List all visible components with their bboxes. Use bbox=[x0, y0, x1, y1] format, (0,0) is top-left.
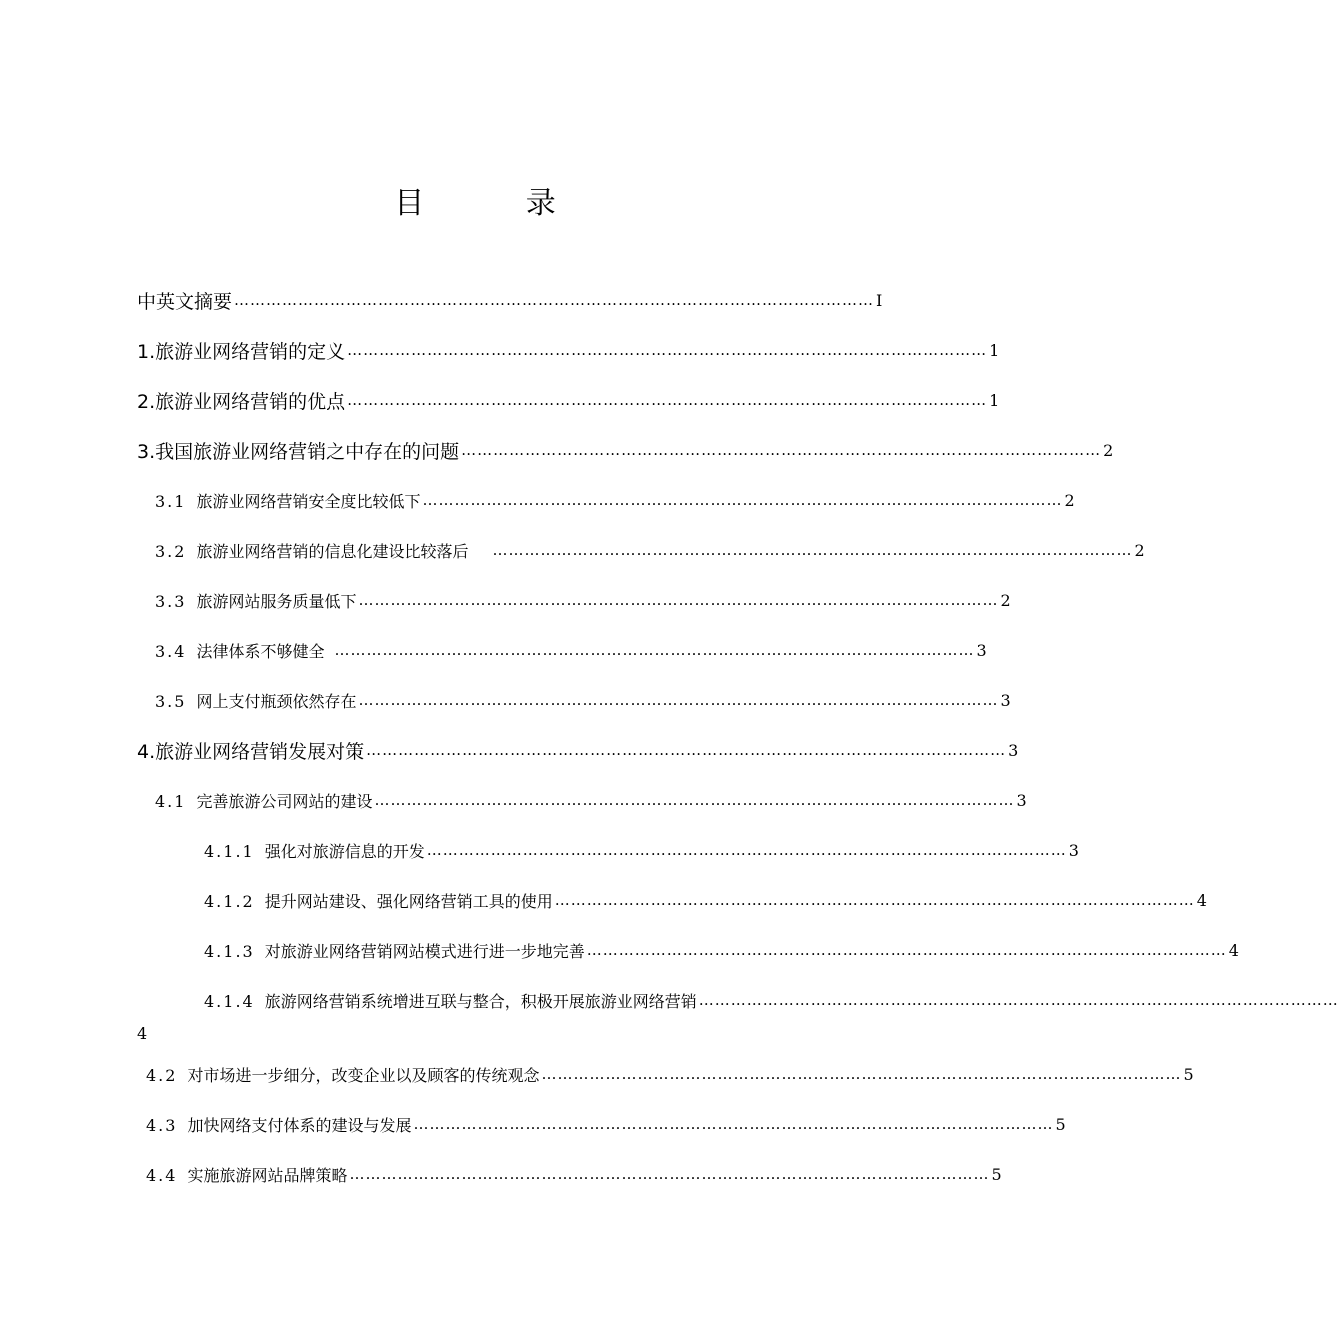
toc-entry-number: 4.2 bbox=[146, 1065, 178, 1085]
toc-entry-number: 4.1 bbox=[155, 791, 187, 811]
toc-entry-number: 4.1.1 bbox=[204, 841, 255, 861]
toc-entry-label: 3.我国旅游业网络营销之中存在的问题 bbox=[137, 440, 460, 463]
toc-leader-dots: ………………………………………………………………………………………………………… bbox=[554, 891, 1195, 909]
toc-page-number: 2 bbox=[1000, 590, 1011, 610]
toc-entry-number: 4.3 bbox=[146, 1115, 178, 1135]
toc-page-number: 3 bbox=[1008, 740, 1019, 760]
toc-leader-dots: ………………………………………………………………………………………………………… bbox=[413, 1115, 1054, 1133]
toc-leader-dots: ………………………………………………………………………………………………………… bbox=[422, 491, 1063, 509]
toc-leader-dots: ………………………………………………………………………………………………………… bbox=[698, 991, 1339, 1009]
toc-entry-label: 对旅游业网络营销网站模式进行进一步地完善 bbox=[264, 941, 585, 961]
toc-page-number: 2 bbox=[1103, 440, 1114, 460]
toc-entry-abstract[interactable] bbox=[137, 286, 883, 314]
toc-entry-label: 旅游业网络营销安全度比较低下 bbox=[196, 491, 421, 511]
toc-entry-label: 1.旅游业网络营销的定义 bbox=[137, 340, 346, 363]
toc-entry-label: 实施旅游网站品牌策略 bbox=[187, 1165, 348, 1185]
toc-leader-dots: ………………………………………………………………………………………………………… bbox=[586, 941, 1227, 959]
toc-entry-label: 法律体系不够健全 bbox=[196, 641, 325, 661]
toc-page-number: 3 bbox=[976, 640, 987, 660]
toc-page-number: 2 bbox=[1134, 540, 1145, 560]
toc-entry-label: 加快网络支付体系的建设与发展 bbox=[187, 1115, 412, 1135]
toc-entry-number: 3.5 bbox=[155, 691, 187, 711]
toc-page-number: 4 bbox=[1196, 890, 1207, 910]
toc-leader-dots: ………………………………………………………………………………………………………… bbox=[347, 391, 988, 409]
toc-page-number: 5 bbox=[1055, 1114, 1066, 1134]
toc-entry-label: 完善旅游公司网站的建设 bbox=[196, 791, 373, 811]
toc-leader-dots: ………………………………………………………………………………………………………… bbox=[426, 841, 1067, 859]
toc-entry-3[interactable] bbox=[137, 436, 1114, 464]
toc-entry-number: 3.1 bbox=[155, 491, 187, 511]
toc-entry-number: 3.2 bbox=[155, 541, 187, 561]
toc-entry-number: 3.4 bbox=[155, 641, 187, 661]
toc-entry-4-2[interactable] bbox=[146, 1060, 1194, 1088]
toc-entry-label: 中英文摘要 bbox=[137, 290, 233, 313]
toc-entry-1[interactable] bbox=[137, 336, 1000, 364]
toc-page-number: 2 bbox=[1064, 490, 1075, 510]
toc-page-number: 4 bbox=[137, 1024, 148, 1043]
toc-entry-number: 4.4 bbox=[146, 1165, 178, 1185]
toc-entry-number: 3.3 bbox=[155, 591, 187, 611]
toc-page-number: 4 bbox=[1228, 940, 1239, 960]
toc-entry-number: 4.1.2 bbox=[204, 891, 255, 911]
toc-entry-label: 4.旅游业网络营销发展对策 bbox=[137, 740, 365, 763]
toc-entry-4-1-1[interactable] bbox=[204, 836, 1079, 864]
toc-page-number: 3 bbox=[1068, 840, 1079, 860]
toc-title: 目 录 bbox=[394, 186, 602, 221]
toc-leader-dots: ………………………………………………………………………………………………………… bbox=[492, 541, 1133, 559]
toc-page-number: 3 bbox=[1000, 690, 1011, 710]
toc-leader-dots: ………………………………………………………………………………………………………… bbox=[374, 791, 1015, 809]
toc-entry-label: 旅游网络营销系统增进互联与整合，积极开展旅游业网络营销 bbox=[264, 991, 697, 1011]
toc-page-number: 5 bbox=[991, 1164, 1002, 1184]
toc-entry-number: 4.1.4 bbox=[204, 991, 255, 1011]
toc-page-number: 3 bbox=[1016, 790, 1027, 810]
toc-entry-label: 提升网站建设、强化网络营销工具的使用 bbox=[264, 891, 553, 911]
toc-entry-3-4[interactable] bbox=[155, 636, 987, 664]
toc-leader-dots: ………………………………………………………………………………………………………… bbox=[358, 691, 999, 709]
toc-entry-label: 旅游业网络营销的信息化建设比较落后 bbox=[196, 541, 469, 561]
toc-entry-label: 网上支付瓶颈依然存在 bbox=[196, 691, 357, 711]
toc-entry-label: 对市场进一步细分，改变企业以及顾客的传统观念 bbox=[187, 1065, 540, 1085]
toc-entry-label: 旅游网站服务质量低下 bbox=[196, 591, 357, 611]
toc-entry-4-1-3[interactable] bbox=[204, 936, 1239, 964]
toc-leader-dots: ………………………………………………………………………………………………………… bbox=[334, 641, 975, 659]
toc-entry-3-5[interactable] bbox=[155, 686, 1011, 714]
toc-leader-dots: ………………………………………………………………………………………………………… bbox=[347, 341, 988, 359]
toc-leader-dots: ………………………………………………………………………………………………………… bbox=[234, 291, 875, 309]
toc-page-number: 5 bbox=[1183, 1064, 1194, 1084]
toc-entry-4-1-2[interactable] bbox=[204, 886, 1207, 914]
toc-entry-3-2[interactable] bbox=[155, 536, 1145, 564]
toc-entry-4-4[interactable] bbox=[146, 1160, 1002, 1188]
toc-entry-4-1-4[interactable] bbox=[204, 986, 1339, 1014]
toc-leader-dots: ………………………………………………………………………………………………………… bbox=[541, 1065, 1182, 1083]
toc-page-number: 1 bbox=[989, 340, 1000, 360]
toc-entry-number: 4.1.3 bbox=[204, 941, 255, 961]
toc-page-number: 1 bbox=[989, 390, 1000, 410]
toc-entry-2[interactable] bbox=[137, 386, 1000, 414]
toc-entry-label: 强化对旅游信息的开发 bbox=[264, 841, 425, 861]
toc-entry-4[interactable] bbox=[137, 736, 1019, 764]
toc-page-number: I bbox=[876, 290, 883, 310]
toc-entry-label: 2.旅游业网络营销的优点 bbox=[137, 390, 346, 413]
toc-leader-dots: ………………………………………………………………………………………………………… bbox=[366, 741, 1007, 759]
toc-leader-dots: ………………………………………………………………………………………………………… bbox=[349, 1165, 990, 1183]
toc-entry-3-3[interactable] bbox=[155, 586, 1011, 614]
toc-entry-4-1[interactable] bbox=[155, 786, 1027, 814]
toc-leader-dots: ………………………………………………………………………………………………………… bbox=[358, 591, 999, 609]
toc-entry-3-1[interactable] bbox=[155, 486, 1075, 514]
toc-leader-dots: ………………………………………………………………………………………………………… bbox=[461, 441, 1102, 459]
toc-entry-4-3[interactable] bbox=[146, 1110, 1066, 1138]
